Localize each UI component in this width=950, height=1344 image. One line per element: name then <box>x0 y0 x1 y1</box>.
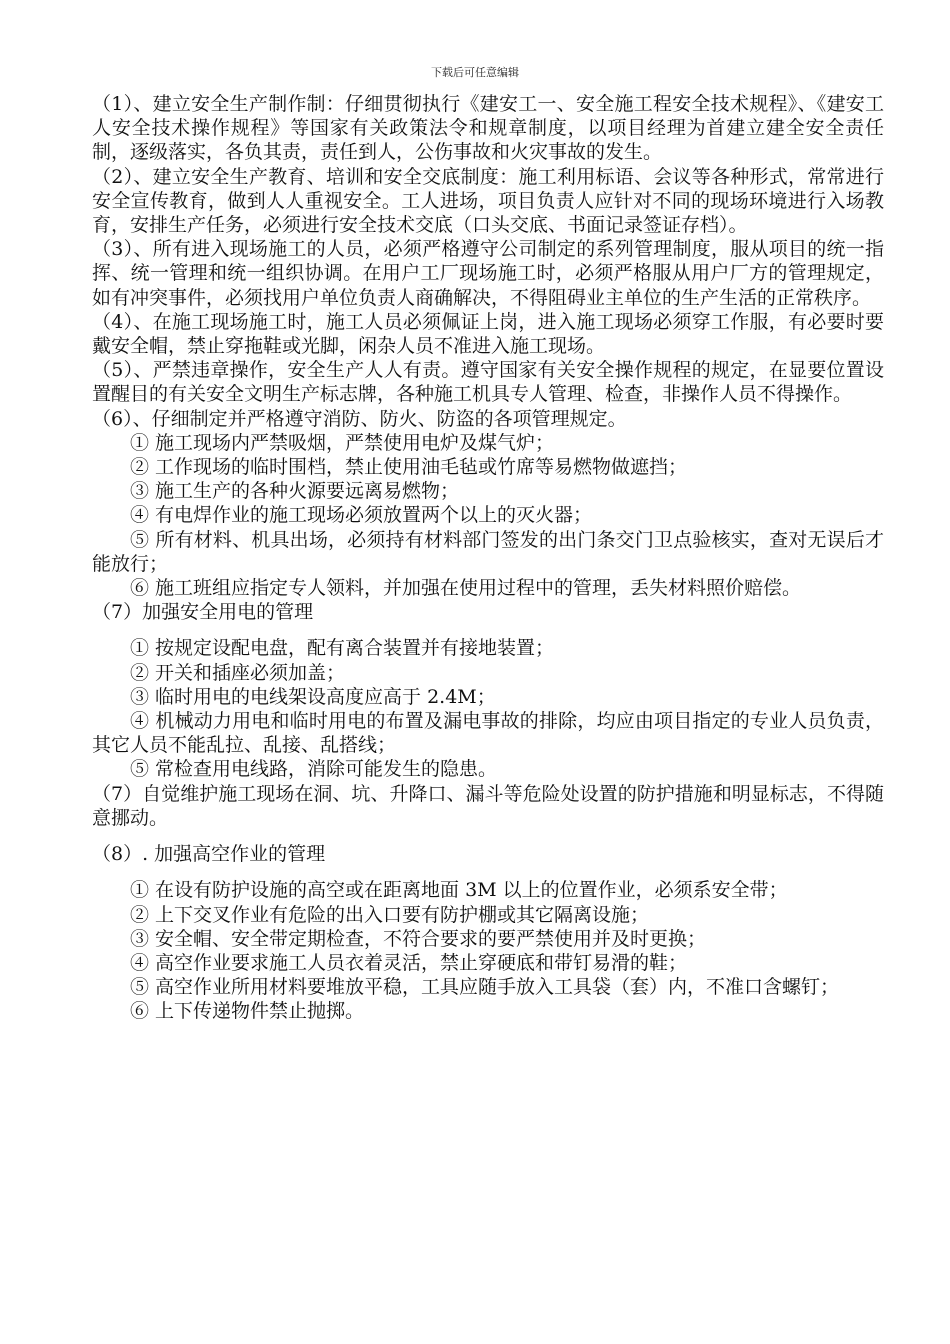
paragraph-6-heading: （6）、仔细制定并严格遵守消防、防火、防盗的各项管理规定。 <box>92 407 627 430</box>
electric-rule-2: ② 开关和插座必须加盖； <box>130 661 346 684</box>
paragraph-1: （1）、建立安全生产制作制：仔细贯彻执行《建安工一、安全施工程安全技术规程》、《建安工人安全技术操作规程》等国家有关政策法令和规章制度，以项目经理为首建立建全安全责任制，逐级落实，各负其责，责任到人，公伤事故和火灾事故的发生。 <box>92 93 884 164</box>
fire-rule-4: ④ 有电焊作业的施工现场必须放置两个以上的灭火器； <box>130 504 593 527</box>
height-rule-4: ④ 高空作业要求施工人员衣着灵活，禁止穿硬底和带钉易滑的鞋； <box>130 951 688 974</box>
height-rule-6: ⑥ 上下传递物件禁止抛掷。 <box>130 1000 365 1023</box>
height-rule-2: ② 上下交叉作业有危险的出入口要有防护棚或其它隔离设施； <box>130 903 650 926</box>
paragraph-5: （5）、严禁违章操作，安全生产人人有责。遵守国家有关安全操作规程的规定，在显要位置设置醒目的有关安全文明生产标志牌，各种施工机具专人管理、检查，非操作人员不得操作。 <box>92 359 884 406</box>
paragraph-7b: （7）自觉维护施工现场在洞、坑、升降口、漏斗等危险处设置的防护措施和明显标志，不得随意挪动。 <box>92 782 884 829</box>
paragraph-8-heading: （8）. 加强高空作业的管理 <box>92 843 326 866</box>
electric-rule-5: ⑤ 常检查用电线路，消除可能发生的隐患。 <box>130 758 498 781</box>
paragraph-4: （4）、在施工现场施工时，施工人员必须佩证上岗，进入施工现场必须穿工作服，有必要时要戴安全帽，禁止穿拖鞋或光脚，闲杂人员不准进入施工现场。 <box>92 310 884 358</box>
fire-rule-6: ⑥ 施工班组应指定专人领料，并加强在使用过程中的管理，丢失材料照价赔偿。 <box>130 577 802 600</box>
fire-rule-2: ② 工作现场的临时围档，禁止使用油毛毡或竹席等易燃物做遮挡； <box>130 456 688 479</box>
document-body <box>92 92 884 1024</box>
paragraph-7-heading: （7）加强安全用电的管理 <box>92 601 314 624</box>
fire-rule-1: ① 施工现场内严禁吸烟，严禁使用电炉及煤气炉； <box>130 431 555 454</box>
paragraph-2: （2）、建立安全生产教育、培训和安全交底制度：施工利用标语、会议等各种形式，常常进行安全宣传教育，做到人人重视安全。工人进场，项目负责人应针对不同的现场环境进行入场教育，安排生产任务，必须进行安全技术交底（口头交底、书面记录签证存档）。 <box>92 165 884 237</box>
page-header: 下载后可任意编辑 <box>431 66 519 79</box>
paragraph-3: （3）、所有进入现场施工的人员，必须严格遵守公司制定的系列管理制度，服从项目的统一指挥、统一管理和统一组织协调。在用户工厂现场施工时，必须严格服从用户厂方的管理规定，如有冲突事件，必须找用户单位负责人商确解决，不得阻碍业主单位的生产生活的正常秩序。 <box>92 238 884 309</box>
height-rule-5: ⑤ 高空作业所用材料要堆放平稳，工具应随手放入工具袋（套）内，不准口含螺钉； <box>130 976 840 999</box>
electric-rule-1: ① 按规定设配电盘，配有离合装置并有接地装置； <box>130 637 555 660</box>
height-rule-3: ③ 安全帽、安全带定期检查，不符合要求的要严禁使用并及时更换； <box>130 927 707 950</box>
fire-rule-3: ③ 施工生产的各种火源要远离易燃物； <box>130 480 460 503</box>
electric-rule-3: ③ 临时用电的电线架设高度应高于 2.4M； <box>130 685 496 708</box>
fire-rule-5: ⑤ 所有材料、机具出场，必须持有材料部门签发的出门条交门卫点验核实，查对无误后才能放行； <box>92 528 884 575</box>
height-rule-1: ① 在设有防护设施的高空或在距离地面 3M 以上的位置作业，必须系安全带； <box>130 879 788 902</box>
electric-rule-4: ④ 机械动力用电和临时用电的布置及漏电事故的排除，均应由项目指定的专业人员负责，其它人员不能乱拉、乱接、乱搭线； <box>92 710 884 757</box>
